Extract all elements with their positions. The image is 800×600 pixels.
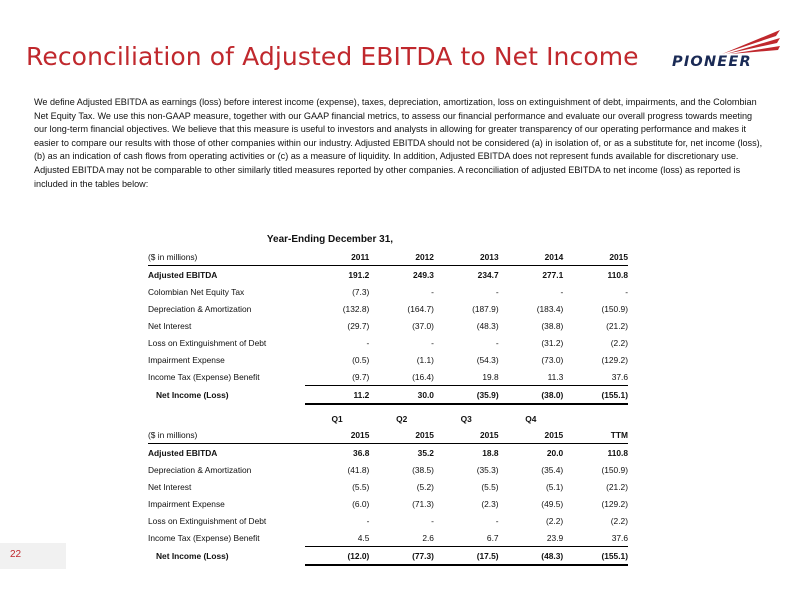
row-value: (35.4) — [541, 464, 564, 475]
row-value: (41.8) — [347, 464, 370, 475]
row-value: 23.9 — [546, 532, 564, 543]
row-label: Impairment Expense — [148, 354, 225, 365]
total-value: (12.0) — [305, 547, 370, 566]
row-value: (5.2) — [416, 481, 434, 492]
row-value: (21.2) — [606, 320, 628, 331]
row-value: 11.3 — [547, 371, 564, 382]
total-value: 30.0 — [369, 386, 434, 405]
table-row — [148, 351, 628, 368]
row-value: (150.9) — [601, 464, 628, 475]
row-value: - — [495, 286, 499, 297]
total-value: (38.0) — [499, 386, 564, 405]
row-label: Income Tax (Expense) Benefit — [148, 532, 260, 543]
row-value: 6.7 — [486, 532, 499, 543]
table-row — [148, 461, 628, 478]
row-label: Loss on Extinguishment of Debt — [148, 337, 267, 348]
column-header: 2015 — [305, 426, 370, 444]
total-value: 11.2 — [305, 386, 370, 405]
row-value: (7.3) — [352, 286, 370, 297]
row-value: - — [495, 337, 499, 348]
row-label: Adjusted EBITDA — [148, 269, 218, 280]
column-header: 2011 — [305, 248, 370, 266]
row-value: (129.2) — [601, 354, 628, 365]
row-value: 191.2 — [348, 269, 370, 280]
total-value: (35.9) — [434, 386, 499, 405]
row-value: (150.9) — [601, 303, 628, 314]
intro-text: We define Adjusted EBITDA as earnings (loss) before interest income (expense), taxes, depreciation, amortization, loss on extinguishment of debt, impairments, and the Colombian Net Equity Tax. We use this non-GAAP measure, together with our GAAP financial metrics, to assess our financial performance and evaluate our overall progress towards meeting our long-term financial objectives. We believe that this measure is useful to investors and analysts in allowing for greater transparency of our operating performance and makes it easier to compare our results with those of other companies within our industry. Adjusted EBITDA should not be considered (a) in isolation of, or as a substitute for, net income (loss), (b) as an indication of cash flows from operating activities or (c) as a measure of liquidity. In addition, Adjusted EBITDA does not represent funds available for discretionary use. Adjusted EBITDA may not be comparable to other similarly titled measures reported by other companies. A reconciliation of adjusted EBITDA to net income (loss) as reported is included in the tables below: — [34, 97, 763, 189]
row-value: - — [560, 286, 564, 297]
row-value: - — [366, 515, 370, 526]
row-value: (183.4) — [536, 303, 564, 314]
total-row — [148, 386, 628, 405]
row-value: 18.8 — [482, 447, 499, 458]
table-row — [148, 300, 628, 317]
quarterly-table — [148, 412, 628, 566]
column-header: 2015 — [563, 248, 628, 266]
column-header: 2015 — [499, 426, 564, 444]
column-header: 2015 — [369, 426, 434, 444]
unit-label: ($ in millions) — [148, 426, 305, 444]
row-value: - — [431, 286, 434, 297]
quarter-label: Q3 — [460, 414, 472, 424]
row-value: 20.0 — [546, 447, 564, 458]
table-row — [148, 444, 628, 462]
pioneer-wings-icon — [720, 28, 782, 56]
table-row — [148, 368, 628, 386]
row-value: (5.5) — [481, 481, 499, 492]
row-value: 110.8 — [607, 447, 628, 458]
quarter-label — [563, 412, 628, 426]
row-value: (38.5) — [412, 464, 434, 475]
row-value: (6.0) — [352, 498, 370, 509]
row-value: - — [431, 337, 434, 348]
row-value: 277.1 — [542, 269, 564, 280]
row-value: (73.0) — [541, 354, 564, 365]
row-value: (29.7) — [347, 320, 370, 331]
row-value: - — [431, 515, 434, 526]
row-value: 35.2 — [417, 447, 434, 458]
row-value: (48.3) — [476, 320, 499, 331]
row-value: - — [366, 337, 370, 348]
row-value: 234.7 — [477, 269, 499, 280]
row-value: (31.2) — [541, 337, 564, 348]
row-value: (71.3) — [412, 498, 434, 509]
row-label: Adjusted EBITDA — [148, 447, 218, 458]
logo-text: PIONEER — [672, 54, 752, 70]
row-value: (2.2) — [545, 515, 564, 526]
row-value: 2.6 — [422, 532, 434, 543]
row-value: (164.7) — [407, 303, 434, 314]
column-header: 2015 — [434, 426, 499, 444]
table-row — [148, 495, 628, 512]
table-header-row — [148, 426, 628, 444]
row-value: (16.4) — [412, 371, 434, 382]
row-value: (2.2) — [610, 515, 628, 526]
row-value: (38.8) — [541, 320, 564, 331]
row-label: Impairment Expense — [148, 498, 225, 509]
company-logo — [672, 28, 782, 78]
annual-table — [148, 248, 628, 405]
row-value: 36.8 — [353, 447, 370, 458]
row-value: (187.9) — [472, 303, 499, 314]
row-value: 110.8 — [607, 269, 628, 280]
intro-paragraph — [34, 96, 764, 191]
row-value: (5.5) — [352, 481, 370, 492]
quarter-label: Q2 — [396, 414, 408, 424]
total-label: Net Income (Loss) — [156, 550, 229, 561]
quarter-header-blank — [148, 412, 305, 426]
table-row — [148, 283, 628, 300]
row-value: 4.5 — [357, 532, 370, 543]
row-label: Colombian Net Equity Tax — [148, 286, 245, 297]
annual-group-header: Year-Ending December 31, — [266, 234, 394, 245]
table-row — [148, 317, 628, 334]
row-label: Net Interest — [148, 481, 192, 492]
quarter-label: Q1 — [331, 414, 343, 424]
table-row — [148, 529, 628, 547]
total-value: (17.5) — [434, 547, 499, 566]
quarter-header-row — [148, 412, 628, 426]
page-number: 22 — [10, 549, 22, 560]
row-label: Income Tax (Expense) Benefit — [148, 371, 260, 382]
total-value: (155.1) — [563, 386, 628, 405]
total-value: (77.3) — [369, 547, 434, 566]
total-row — [148, 547, 628, 566]
table-header-row — [148, 248, 628, 266]
row-value: (9.7) — [352, 371, 370, 382]
row-value: 37.6 — [611, 532, 628, 543]
row-value: 37.6 — [611, 371, 628, 382]
page-number-box — [0, 543, 66, 569]
total-value: (48.3) — [499, 547, 564, 566]
row-label: Depreciation & Amortization — [148, 303, 252, 314]
row-value: (1.1) — [416, 354, 434, 365]
row-label: Depreciation & Amortization — [148, 464, 252, 475]
row-label: Loss on Extinguishment of Debt — [148, 515, 267, 526]
quarter-label: Q4 — [525, 414, 537, 424]
row-value: (2.3) — [481, 498, 499, 509]
total-label: Net Income (Loss) — [156, 389, 229, 400]
row-value: (2.2) — [610, 337, 628, 348]
row-value: (49.5) — [541, 498, 564, 509]
row-value: (5.1) — [545, 481, 564, 492]
table-row — [148, 334, 628, 351]
table-row — [148, 478, 628, 495]
row-value: - — [625, 286, 628, 297]
column-header: 2012 — [369, 248, 434, 266]
row-value: (54.3) — [476, 354, 499, 365]
unit-label: ($ in millions) — [148, 248, 305, 266]
row-label: Net Interest — [148, 320, 192, 331]
row-value: - — [495, 515, 499, 526]
page-title: Reconciliation of Adjusted EBITDA to Net Income — [26, 42, 639, 71]
column-header: 2013 — [434, 248, 499, 266]
row-value: (132.8) — [342, 303, 370, 314]
row-value: (21.2) — [606, 481, 628, 492]
column-header: TTM — [563, 426, 628, 444]
row-value: 19.8 — [482, 371, 499, 382]
row-value: 249.3 — [413, 269, 434, 280]
column-header: 2014 — [499, 248, 564, 266]
row-value: (129.2) — [601, 498, 628, 509]
row-value: (37.0) — [412, 320, 434, 331]
row-value: (0.5) — [352, 354, 370, 365]
total-value: (155.1) — [563, 547, 628, 566]
row-value: (35.3) — [476, 464, 499, 475]
table-row — [148, 512, 628, 529]
table-row — [148, 266, 628, 284]
